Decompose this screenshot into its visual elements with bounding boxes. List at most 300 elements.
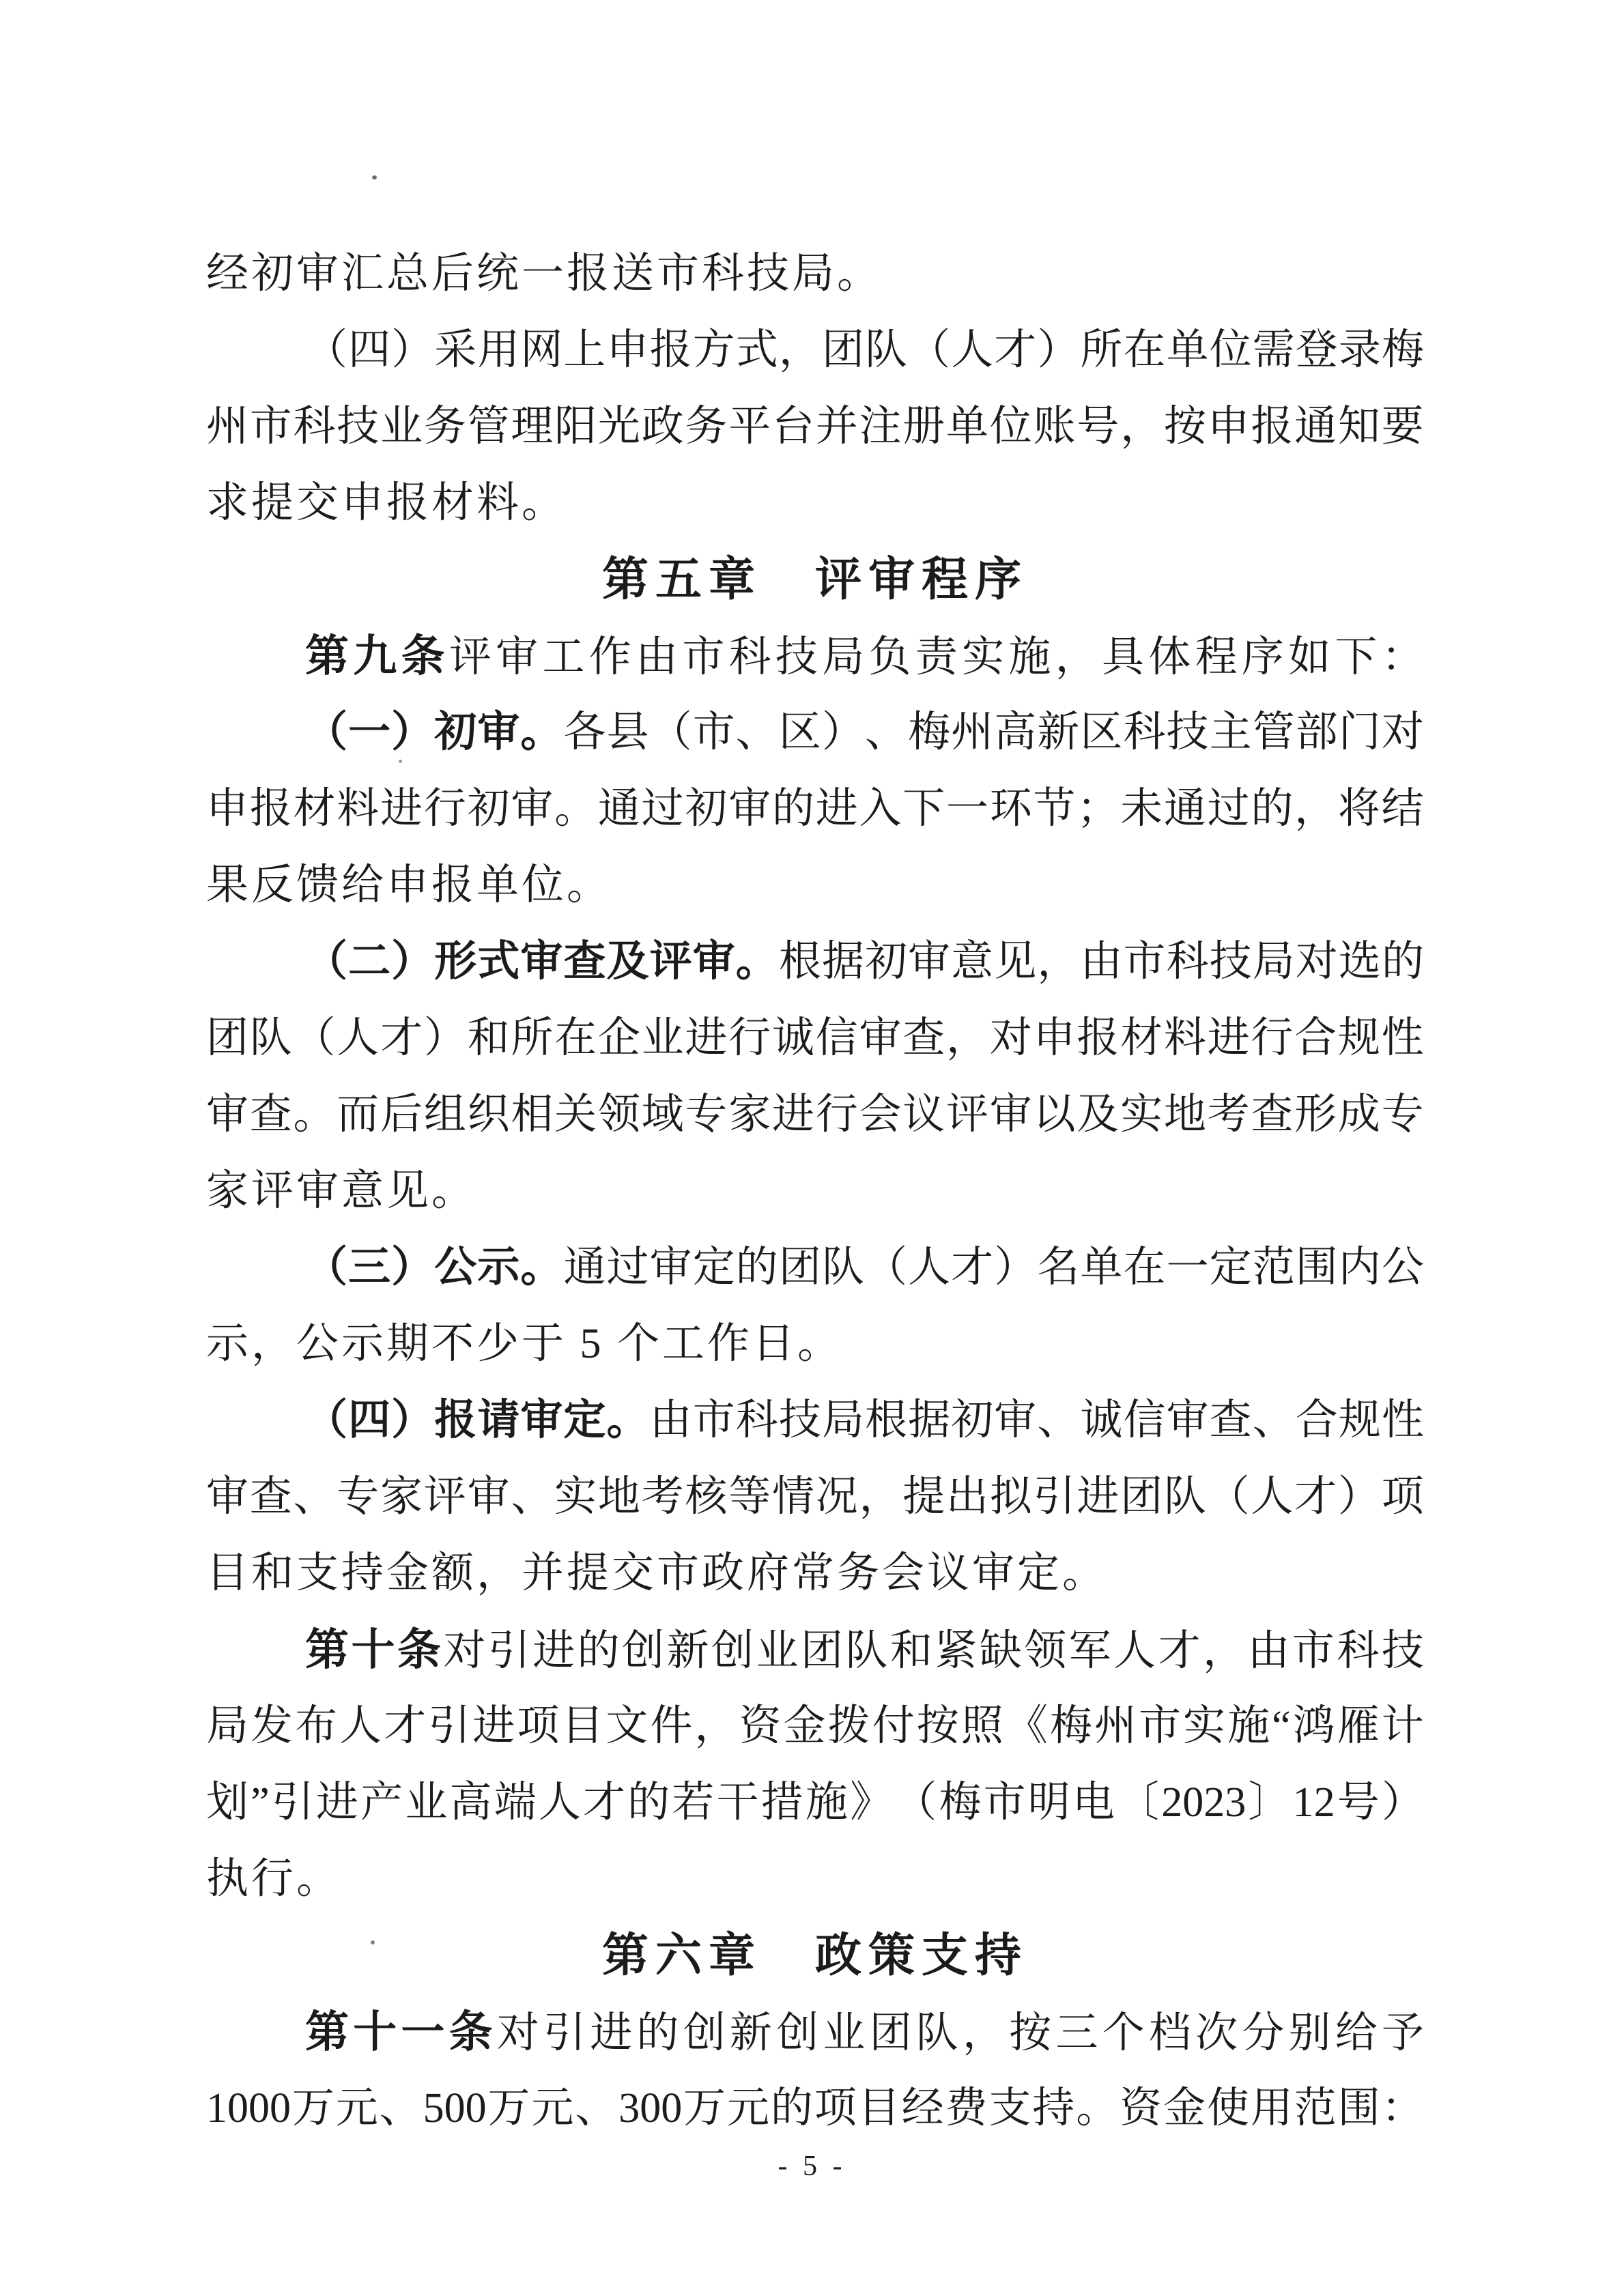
text-token: 二	[348, 938, 391, 985]
text-token: 对	[1295, 938, 1338, 985]
text-line	[206, 1000, 1424, 1076]
text-token: 领	[597, 1091, 640, 1138]
text-token: 科	[1337, 1628, 1380, 1674]
text-token: 诚	[1080, 1397, 1123, 1444]
text-token: 领	[1024, 1628, 1067, 1674]
text-token: 评	[649, 938, 692, 985]
text-token: 单	[1166, 327, 1209, 373]
text-token: 围	[1295, 1244, 1338, 1291]
text-token: 行	[815, 1091, 858, 1138]
text-token: 审	[511, 786, 554, 832]
text-token: 等	[728, 1474, 771, 1520]
text-token: 鸿	[1292, 1703, 1335, 1749]
text-token: 申	[606, 327, 649, 373]
text-token: 梅	[1049, 1703, 1092, 1749]
text-token: 项	[814, 2085, 857, 2132]
text-token: 根	[865, 1397, 908, 1444]
text-token: 知	[1337, 403, 1380, 450]
text-token: 人	[951, 327, 994, 373]
text-token: 300	[618, 2085, 683, 2132]
text-line	[206, 1229, 1424, 1306]
text-token: ；	[1077, 786, 1120, 832]
text-token: 市	[1292, 1628, 1335, 1674]
text-token: 第	[305, 2007, 349, 2056]
text-token: 人	[337, 1015, 380, 1061]
text-token: ，	[778, 327, 821, 373]
text-token: 市	[1138, 1703, 1181, 1749]
text-token: 专	[685, 1091, 728, 1138]
text-token: 信	[815, 1015, 858, 1061]
text-token: 。	[293, 1091, 336, 1138]
text-token: 〕	[1248, 1779, 1291, 1826]
text-token: （	[293, 1015, 336, 1061]
text-token: 单	[1080, 1244, 1123, 1291]
text-token: 专	[337, 1474, 380, 1520]
text-token: 在	[1123, 1244, 1166, 1291]
text-token: 家	[728, 1091, 771, 1138]
text-line	[206, 1459, 1424, 1535]
text-token: 单	[946, 403, 989, 450]
text-token: 要	[1381, 403, 1424, 450]
text-token: 梅	[908, 709, 951, 756]
text-token: 查	[1209, 1397, 1252, 1444]
text-token: 提	[902, 1474, 945, 1520]
text-token: 门	[1338, 709, 1381, 756]
text-token: 务	[423, 403, 466, 450]
text-token: 范	[1294, 2085, 1337, 2132]
text-token: 、	[293, 1474, 336, 1520]
text-token: 实	[1183, 1703, 1226, 1749]
text-token: 性	[1381, 1015, 1424, 1061]
text-token: 材	[1120, 1015, 1163, 1061]
text-token: 高	[994, 709, 1037, 756]
text-token: 技	[1166, 709, 1209, 756]
text-token: ：	[1381, 634, 1424, 680]
text-token: 平	[728, 403, 771, 450]
text-token: 的	[1251, 786, 1294, 832]
text-token: 后	[380, 1091, 423, 1138]
text-token: 负	[868, 634, 911, 680]
text-token: 施	[1227, 1703, 1270, 1749]
text-token: 布	[295, 1703, 338, 1749]
text-token: 技	[778, 1397, 821, 1444]
text-token: 所	[511, 1015, 554, 1061]
text-token: 过	[1207, 786, 1250, 832]
text-token: 十	[351, 1625, 395, 1674]
text-token: 一	[401, 2007, 445, 2056]
text-token: 第	[305, 631, 349, 680]
text-token: 缺	[979, 1628, 1022, 1674]
text-token: 家	[380, 1474, 423, 1520]
text-token: 别	[1288, 2010, 1331, 2056]
text-token: “	[1272, 1703, 1291, 1749]
text-token: 局	[822, 634, 865, 680]
text-token: 新	[666, 1628, 709, 1674]
text-token: ）	[391, 1397, 434, 1444]
text-token: 在	[554, 1015, 597, 1061]
text-token: 进	[1077, 1474, 1120, 1520]
text-token: 九	[353, 631, 397, 680]
text-token: 审	[1166, 1397, 1209, 1444]
text-token: 支	[988, 2085, 1031, 2132]
text-token: 况	[815, 1474, 858, 1520]
text-token: 元	[531, 2085, 574, 2132]
text-token: 费	[945, 2085, 988, 2132]
text-line	[206, 923, 1424, 1000]
text-token: 主	[1209, 709, 1252, 756]
text-token: 组	[423, 1091, 466, 1138]
text-token: 据	[821, 938, 864, 985]
text-token: 评	[448, 634, 492, 680]
text-token: 市	[692, 1397, 735, 1444]
text-token: 各	[563, 709, 606, 756]
text-token: 相	[511, 1091, 554, 1138]
text-token: 公	[434, 1244, 477, 1291]
text-line	[206, 1535, 1424, 1611]
text-token: 科	[728, 634, 771, 680]
text-token: 及	[606, 938, 649, 985]
text-token: 市	[249, 403, 292, 450]
text-token: 台	[771, 403, 814, 450]
text-token: 上	[563, 327, 606, 373]
text-token: 区	[1080, 709, 1123, 756]
text-run: 经初审汇总后统一报送市科技局。	[206, 250, 883, 297]
text-token: 行	[1251, 1015, 1294, 1061]
text-token: 域	[641, 1091, 684, 1138]
text-token: 式	[477, 938, 520, 985]
text-token: 个	[1102, 2010, 1145, 2056]
scan-artifact-dot	[371, 1940, 375, 1945]
text-token: 由	[1080, 938, 1123, 985]
text-token: 、	[379, 2085, 422, 2132]
text-token: ）	[391, 709, 434, 756]
text-token: 引	[428, 1703, 471, 1749]
text-token: 申	[1033, 1015, 1076, 1061]
text-token: 进	[472, 1703, 515, 1749]
text-token: 〔	[1117, 1779, 1160, 1826]
text-token: 分	[1242, 2010, 1285, 2056]
text-token: 、	[575, 2085, 618, 2132]
text-token: 才	[583, 1779, 626, 1826]
text-token: 下	[1335, 634, 1378, 680]
text-token: 通	[1294, 403, 1337, 450]
text-token: 产	[360, 1779, 403, 1826]
text-token: 选	[1338, 938, 1381, 985]
text-line	[206, 618, 1424, 694]
text-line	[206, 1076, 1424, 1153]
text-line	[206, 847, 1424, 923]
scan-artifact-dot	[399, 760, 402, 763]
text-line	[206, 694, 1424, 771]
text-run: 第五章 评审程序	[601, 554, 1028, 605]
text-token: 阳	[554, 403, 597, 450]
text-token: 若	[672, 1779, 715, 1826]
text-token: 队	[821, 1244, 864, 1291]
text-token: 工	[542, 634, 585, 680]
text-token: 进	[380, 786, 423, 832]
text-token: 审	[728, 786, 771, 832]
text-token: 一	[1166, 1244, 1209, 1291]
text-token: 、	[865, 709, 908, 756]
text-token: 账	[1033, 403, 1076, 450]
text-token: 雁	[1337, 1703, 1380, 1749]
text-token: 端	[494, 1779, 537, 1826]
text-token: 示	[477, 1244, 520, 1291]
text-token: 议	[902, 1091, 945, 1138]
text-line	[206, 1382, 1424, 1459]
text-token: ：	[1381, 2085, 1424, 2132]
text-token: 对	[1381, 709, 1424, 756]
text-token: ，	[1037, 938, 1080, 985]
text-token: 专	[1381, 1091, 1424, 1138]
text-token: 进	[685, 1015, 728, 1061]
text-token: 团	[800, 1628, 843, 1674]
chapter-heading	[206, 541, 1424, 618]
text-token: 审	[989, 1091, 1032, 1138]
text-token: 注	[859, 403, 902, 450]
text-token: 对	[443, 1628, 486, 1674]
text-token: 审	[649, 1244, 692, 1291]
text-token: 元	[727, 2085, 770, 2132]
text-token: 的	[627, 1779, 670, 1826]
text-line	[206, 1611, 1424, 1688]
text-token: 技	[1209, 938, 1252, 985]
chapter-heading	[206, 1917, 1424, 1994]
text-token: 范	[1252, 1244, 1295, 1291]
text-token: 采	[434, 327, 477, 373]
text-token: ，	[1203, 1628, 1246, 1674]
text-token: 责	[915, 634, 958, 680]
text-token: 程	[1195, 634, 1238, 680]
text-token: 请	[477, 1397, 520, 1444]
text-token: （	[1207, 1474, 1250, 1520]
text-token: 而	[337, 1091, 380, 1138]
text-token: 初	[951, 1397, 994, 1444]
text-token: 第	[305, 1625, 349, 1674]
text-token: 队	[865, 327, 908, 373]
text-token: 环	[989, 786, 1032, 832]
text-token: ”	[251, 1779, 270, 1826]
text-token: 干	[716, 1779, 759, 1826]
text-token: 元	[335, 2085, 378, 2132]
text-token: ）	[994, 1244, 1037, 1291]
text-token: 结	[1381, 786, 1424, 832]
text-token: 团	[778, 1244, 821, 1291]
text-token: 人	[908, 1244, 951, 1291]
text-token: 申	[206, 786, 249, 832]
text-token: 初	[434, 709, 477, 756]
text-token: （	[894, 1779, 937, 1826]
text-token: 审	[477, 709, 520, 756]
text-token: （	[908, 327, 951, 373]
text-token: 具	[1102, 634, 1145, 680]
text-token: 信	[1123, 1397, 1166, 1444]
text-token: 审	[859, 1015, 902, 1061]
text-token: 万	[291, 2085, 334, 2132]
text-token: 名	[1037, 1244, 1080, 1291]
text-token: 一	[946, 786, 989, 832]
text-token: 核	[685, 1474, 728, 1520]
text-token: 录	[1338, 327, 1381, 373]
page-number: - 5 -	[778, 2151, 846, 2182]
text-token: 部	[1295, 709, 1338, 756]
text-token: 《	[1005, 1703, 1048, 1749]
text-token: 初	[467, 786, 510, 832]
text-token: 经	[901, 2085, 944, 2132]
text-token: 、	[1252, 1397, 1295, 1444]
text-token: 计	[1381, 1703, 1424, 1749]
text-token: 业	[756, 1628, 799, 1674]
text-token: 用	[1250, 2085, 1293, 2132]
text-token: 围	[1337, 2085, 1380, 2132]
text-token: 梅	[939, 1779, 982, 1826]
text-line	[206, 771, 1424, 847]
text-token: 性	[1381, 1397, 1424, 1444]
text-token: 创	[776, 2010, 819, 2056]
text-token: 审	[994, 1397, 1037, 1444]
text-token: ，	[1294, 786, 1337, 832]
text-token: （	[305, 938, 348, 985]
text-token: 一	[348, 709, 391, 756]
text-token: 高	[449, 1779, 492, 1826]
text-token: 查	[902, 1015, 945, 1061]
text-token: 施	[1008, 634, 1051, 680]
text-run: 示，公示期不少于 5 个工作日。	[206, 1321, 843, 1367]
text-token: 序	[1241, 634, 1284, 680]
text-token: 1000	[206, 2085, 291, 2132]
text-token: ）	[391, 1244, 434, 1291]
text-token: 管	[467, 403, 510, 450]
text-token: 措	[760, 1779, 803, 1826]
text-token: 的	[636, 2010, 679, 2056]
text-token: 才	[1294, 1474, 1337, 1520]
text-token: 方	[692, 327, 735, 373]
text-token: ，	[859, 1474, 902, 1520]
text-token: 技	[775, 634, 818, 680]
text-token: 地	[597, 1474, 640, 1520]
text-token: 条	[397, 1625, 441, 1674]
text-line	[206, 1841, 1424, 1917]
text-token: 团	[206, 1015, 249, 1061]
text-token: ）	[391, 938, 434, 985]
text-token: 新	[1037, 709, 1080, 756]
text-token: 位	[989, 403, 1032, 450]
text-run: 第六章 政策支持	[601, 1929, 1028, 1981]
text-token: 审	[520, 938, 563, 985]
text-token: 。	[520, 1244, 563, 1291]
text-token: 进	[316, 1779, 359, 1826]
text-token: 才	[384, 1703, 427, 1749]
text-token: ，	[1055, 634, 1098, 680]
text-token: 才	[1158, 1628, 1201, 1674]
text-token: 过	[606, 1244, 649, 1291]
text-token: 梅	[1381, 327, 1424, 373]
text-token: 局	[1252, 938, 1295, 985]
text-token: 审	[692, 938, 735, 985]
text-token: 。	[554, 786, 597, 832]
text-token: 市	[682, 634, 725, 680]
text-token: 三	[348, 1244, 391, 1291]
text-token: 的	[770, 2085, 813, 2132]
text-token: 理	[511, 403, 554, 450]
text-token: 及	[1077, 1091, 1120, 1138]
text-token: 材	[293, 786, 336, 832]
text-token: 紧	[935, 1628, 978, 1674]
text-token: 技	[1381, 1628, 1424, 1674]
text-token: 使	[1206, 2085, 1249, 2132]
text-line	[206, 235, 1424, 312]
text-token: 位	[1209, 327, 1252, 373]
text-token: 新	[729, 2010, 772, 2056]
text-token: 由	[649, 1397, 692, 1444]
text-token: 网	[520, 327, 563, 373]
text-token: 文	[606, 1703, 649, 1749]
text-token: 按	[916, 1703, 959, 1749]
text-token: 查	[249, 1091, 292, 1138]
text-token: 进	[1207, 1015, 1250, 1061]
text-token: 团	[869, 2010, 912, 2056]
text-token: 管	[1252, 709, 1295, 756]
text-token: 规	[1337, 1015, 1380, 1061]
text-token: 资	[739, 1703, 782, 1749]
text-token: 业	[641, 1015, 684, 1061]
text-token: 四	[348, 327, 391, 373]
text-token: 过	[641, 786, 684, 832]
text-token: 如	[1288, 634, 1331, 680]
text-token: 形	[1294, 1091, 1337, 1138]
text-token: 报	[1251, 403, 1294, 450]
text-token: 局	[821, 1397, 864, 1444]
text-token: 登	[1295, 327, 1338, 373]
text-token: 万	[487, 2085, 530, 2132]
text-run: 家评审意见。	[206, 1168, 477, 1214]
text-token: 由	[636, 634, 679, 680]
text-token: ）	[1337, 1474, 1380, 1520]
text-token: （	[305, 709, 348, 756]
text-token: 科	[735, 1397, 778, 1444]
text-token: 申	[1207, 403, 1250, 450]
text-token: 市	[983, 1779, 1026, 1826]
text-token: 对	[496, 2010, 539, 2056]
text-token: 目	[857, 2085, 900, 2132]
text-token: 据	[908, 1397, 951, 1444]
text-token: 体	[1148, 634, 1191, 680]
text-token: 会	[859, 1091, 902, 1138]
text-token: 付	[872, 1703, 915, 1749]
text-token: 考	[1207, 1091, 1250, 1138]
text-token: 政	[641, 403, 684, 450]
text-line	[206, 388, 1424, 465]
text-token: 根	[778, 938, 821, 985]
text-run: 执行。	[206, 1856, 342, 1902]
text-token: 情	[771, 1474, 814, 1520]
text-token: 人	[1113, 1628, 1156, 1674]
text-token: 未	[1120, 786, 1163, 832]
text-token: 内	[1338, 1244, 1381, 1291]
text-token: 业	[823, 2010, 866, 2056]
text-line	[206, 1306, 1424, 1382]
text-token: 公	[1381, 1244, 1424, 1291]
text-token: 出	[946, 1474, 989, 1520]
text-token: 创	[683, 2010, 726, 2056]
text-token: 县	[606, 709, 649, 756]
text-token: 进	[532, 1628, 575, 1674]
text-token: 进	[590, 2010, 633, 2056]
text-token: 初	[685, 786, 728, 832]
text-token: 。	[606, 1397, 649, 1444]
text-token: 行	[423, 786, 466, 832]
text-token: 节	[1033, 786, 1076, 832]
